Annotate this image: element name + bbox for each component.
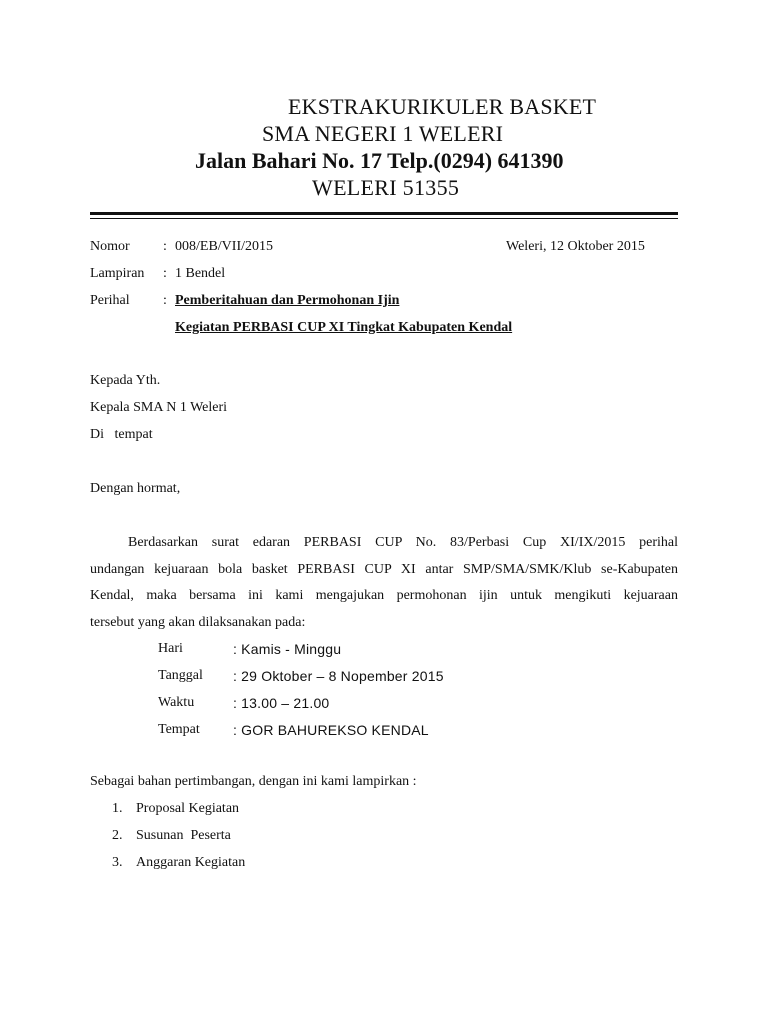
attachment-item: Proposal Kegiatan <box>136 801 240 816</box>
nomor-value: 008/EB/VII/2015 <box>175 239 273 254</box>
attachments-intro: Sebagai bahan pertimbangan, dengan ini kami lampirkan : <box>90 774 417 789</box>
recipient-salutation: Kepada Yth. <box>90 373 161 388</box>
lampiran-colon: : <box>163 266 167 281</box>
perihal-colon: : <box>163 293 167 308</box>
body-line: Kendal, maka bersama ini kami mengajukan permohonan ijin untuk mengikuti kejuaraan <box>90 588 678 604</box>
nomor-label: Nomor <box>90 239 130 254</box>
attachment-item: Anggaran Kegiatan <box>136 855 246 870</box>
detail-value-tanggal: : 29 Oktober – 8 Nopember 2015 <box>233 668 444 684</box>
detail-label-tanggal: Tanggal <box>158 668 203 683</box>
body-line: undangan kejuaraan bola basket PERBASI CUP XI antar SMP/SMA/SMK/Klub se-Kabupaten <box>90 561 678 577</box>
body-paragraph <box>90 530 678 636</box>
attachment-number: 1. <box>112 801 123 816</box>
attachment-number: 2. <box>112 828 123 843</box>
perihal-subject-line1: Pemberitahuan dan Permohonan Ijin <box>175 293 400 308</box>
detail-label-waktu: Waktu <box>158 695 195 710</box>
detail-value-hari: : Kamis - Minggu <box>233 641 342 657</box>
recipient-place: Di tempat <box>90 427 153 442</box>
detail-value-waktu: : 13.00 – 21.00 <box>233 695 330 711</box>
detail-label-hari: Hari <box>158 641 183 656</box>
letterhead-divider-thick <box>90 212 678 215</box>
greeting: Dengan hormat, <box>90 481 181 496</box>
lampiran-value: 1 Bendel <box>175 266 226 281</box>
perihal-label: Perihal <box>90 293 130 308</box>
letter-date: Weleri, 12 Oktober 2015 <box>506 239 645 254</box>
attachment-number: 3. <box>112 855 123 870</box>
attachment-item: Susunan Peserta <box>136 828 231 843</box>
letterhead-address: Jalan Bahari No. 17 Telp.(0294) 641390 <box>195 148 564 173</box>
body-line: tersebut yang akan dilaksanakan pada: <box>90 614 306 630</box>
letterhead-city: WELERI 51355 <box>312 175 460 200</box>
letterhead-org-name: EKSTRAKURIKULER BASKET <box>288 94 597 119</box>
body-line: Berdasarkan surat edaran PERBASI CUP No. 83/Perbasi Cup XI/IX/2015 perihal <box>128 535 678 550</box>
detail-label-tempat: Tempat <box>158 722 200 737</box>
letterhead-divider-thin <box>90 218 678 219</box>
letterhead-school-name: SMA NEGERI 1 WELERI <box>262 121 504 146</box>
recipient-title: Kepala SMA N 1 Weleri <box>90 400 228 415</box>
nomor-colon: : <box>163 239 167 254</box>
perihal-subject-line2: Kegiatan PERBASI CUP XI Tingkat Kabupaten Kendal <box>175 320 513 335</box>
lampiran-label: Lampiran <box>90 266 145 281</box>
detail-value-tempat: : GOR BAHUREKSO KENDAL <box>233 722 429 738</box>
